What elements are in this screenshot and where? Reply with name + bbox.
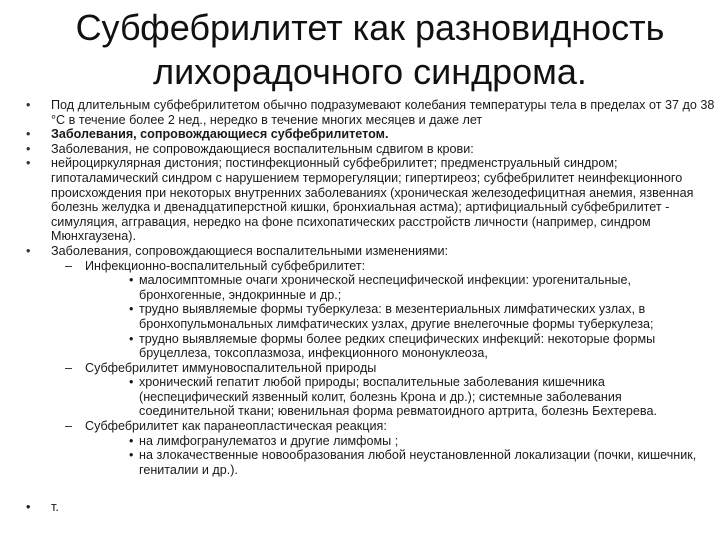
slide-title-line-1: Субфебрилитет как разновидность: [75, 7, 665, 48]
sub-sub-item-text: трудно выявляемые формы более редких специфических инфекций: некоторые формы бруцеллеза, токсоплазмоза, инфекционного мононуклеоза,: [139, 331, 656, 361]
sub-item: [65, 361, 716, 376]
sub-sub-item: [129, 448, 716, 477]
sub-sub-item: [129, 434, 716, 449]
bullet-icon: •: [26, 500, 31, 514]
bullet-icon: •: [26, 141, 31, 156]
slide-title: [40, 6, 700, 94]
bullet-text: Заболевания, не сопровождающиеся воспалительным сдвигом в крови:: [51, 141, 474, 156]
bullet-list: [26, 98, 716, 477]
bullet-item: [26, 244, 716, 259]
dash-icon: –: [65, 419, 73, 434]
bullet-item: [26, 156, 716, 244]
bullet-icon: •: [26, 243, 31, 258]
bullet-text: Заболевания, сопровождающиеся воспалительными изменениями:: [51, 243, 448, 258]
sub-sub-item: [129, 273, 716, 302]
bullet-icon: •: [26, 98, 31, 112]
bullet-item: [26, 142, 716, 157]
slide-title-line-2: лихорадочного синдрома.: [153, 51, 587, 92]
sub-sub-item: [129, 332, 716, 361]
sub-sub-item-text: малосимптомные очаги хронической неспецифической инфекции: урогенитальные, бронхогенные, эндокринные и др.;: [139, 273, 631, 302]
sub-item-text: Субфебрилитет иммуновоспалительной природы: [85, 360, 377, 375]
bullet-icon: •: [129, 302, 134, 317]
sub-item: [65, 419, 716, 434]
bullet-text: т.: [51, 500, 59, 514]
bullet-text: Заболевания, сопровождающиеся субфебрилитетом.: [51, 127, 389, 142]
bullet-item: [26, 127, 716, 142]
bullet-icon: •: [129, 448, 134, 463]
dash-icon: –: [65, 258, 73, 273]
bullet-icon: •: [129, 273, 134, 288]
sub-sub-item: [129, 375, 716, 419]
bullet-item: [26, 98, 716, 127]
sub-sub-item-text: на лимфогранулематоз и другие лимфомы ;: [139, 433, 399, 448]
bullet-icon: •: [129, 331, 134, 346]
bullet-icon: •: [129, 433, 134, 448]
bullet-icon: •: [129, 375, 134, 390]
sub-item: [65, 259, 716, 274]
bullet-text: нейроциркулярная дистония; постинфекционный субфебрилитет; предменструальный синдром; гипоталамический синдром с нарушением терморегуляции; гипертиреоз; субфебрилитет неинфекционного происхождения при некоторых внутренних заболеваниях (хроническая железодефицитная анемия, язвенная болезнь желудка и двенадцатиперстной кишки, бронхиальная астма); артифициальный субфебрилитет - симуляция, аггравация, нередко на фоне психопатических расстройств личности (например, синдром Мюнхгаузена).: [51, 156, 694, 244]
bullet-icon: •: [26, 127, 31, 142]
sub-sub-item-text: трудно выявляемые формы туберкулеза: в мезентериальных лимфатических узлах, в бронхопульмональных лимфатических узлах, другие внелегочные формы туберкулеза;: [139, 302, 654, 331]
sub-item-text: Инфекционно-воспалительный субфебрилитет:: [85, 258, 366, 273]
bullet-text: Под длительным субфебрилитетом обычно подразумевают колебания температуры тела в пределах от 37 до 38 °С в течение более 2 нед., нередко в течение многих месяцев и даже лет: [51, 98, 715, 127]
bullet-icon: •: [26, 156, 31, 171]
sub-item-text: Субфебрилитет как паранеопластическая реакция:: [85, 419, 387, 434]
dash-icon: –: [65, 360, 73, 375]
sub-sub-item-text: хронический гепатит любой природы; воспалительные заболевания кишечника (неспецифический язвенный колит, болезнь Крона и др.); системные заболевания соединительной ткани; ювенильная форма ревматоидного артрита, болезнь Бехтерева.: [139, 375, 657, 419]
sub-sub-item-text: на злокачественные новообразования любой неустановленной локализации (почки, кишечник, гениталии и др.).: [139, 448, 697, 477]
bullet-item-last: [26, 500, 59, 514]
sub-sub-item: [129, 302, 716, 331]
